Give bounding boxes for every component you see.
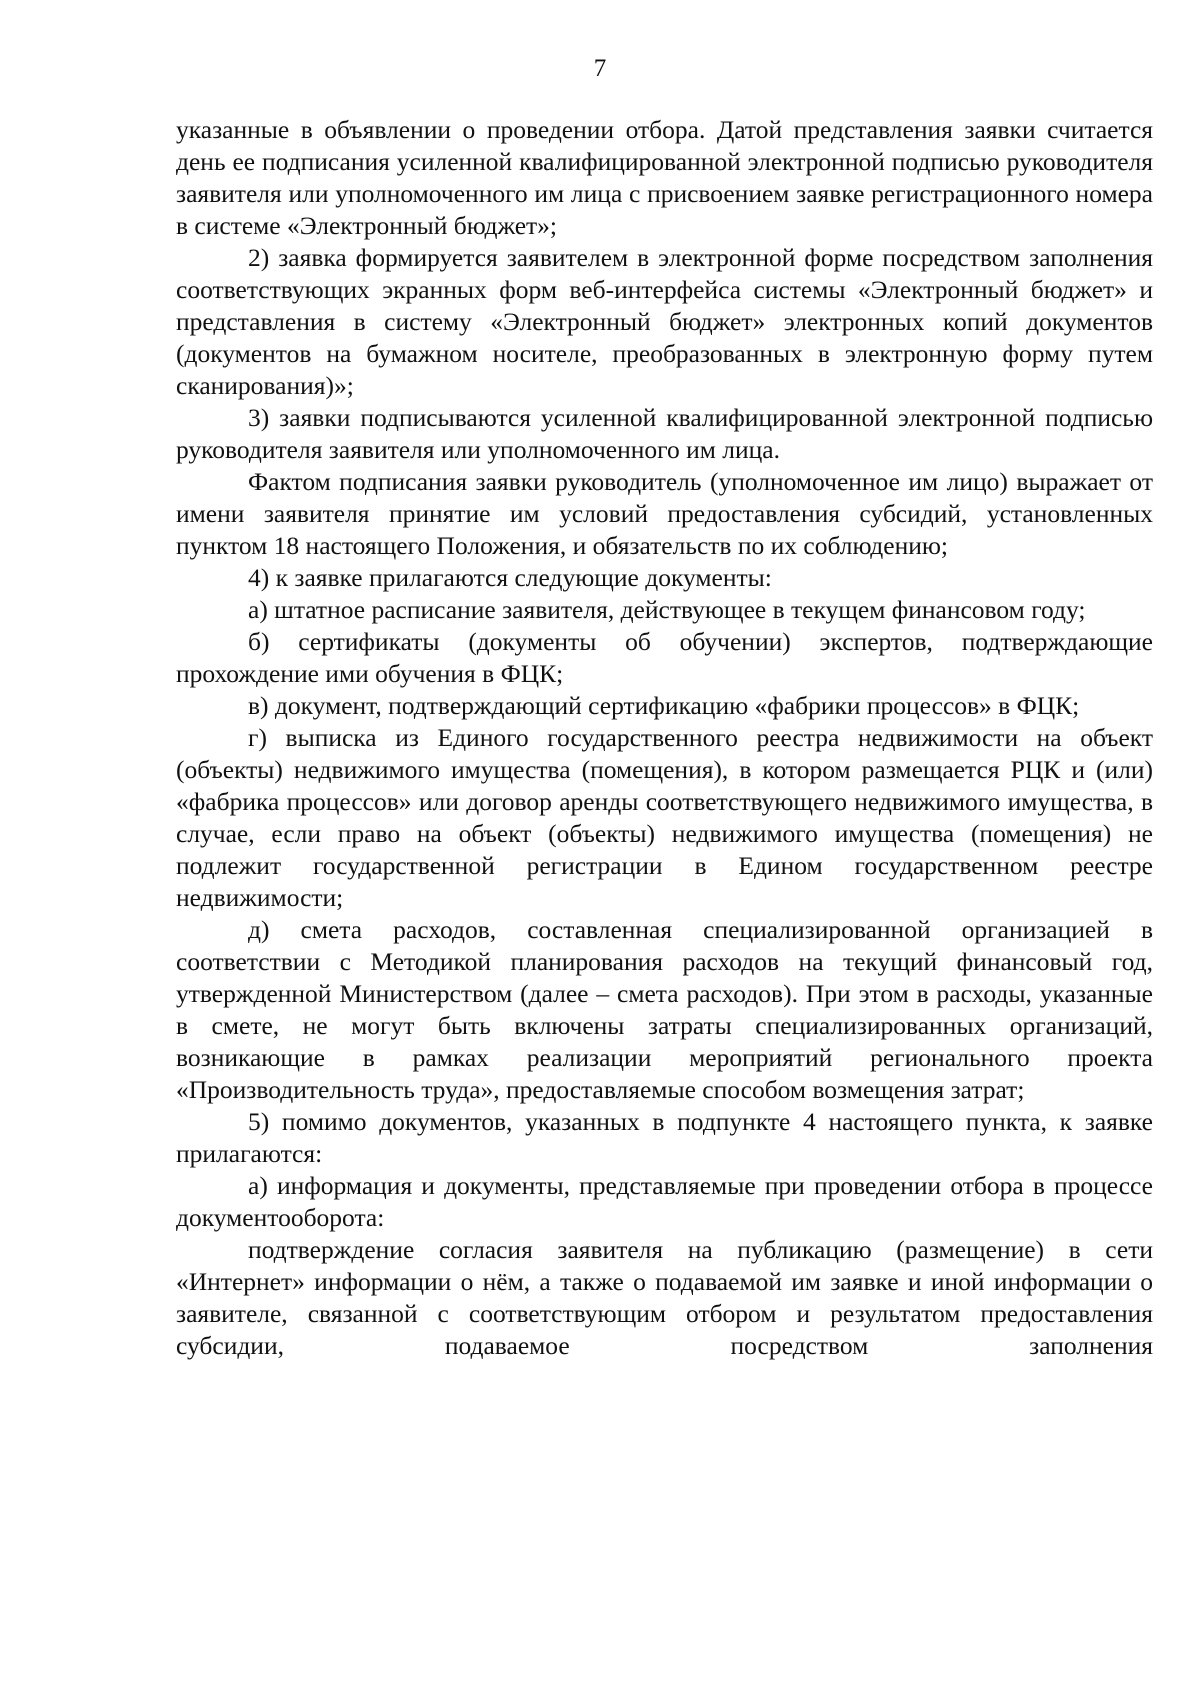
paragraph-item-3: 3) заявки подписываются усиленной квалифицированной электронной подписью руководителя заявителя или уполномоченного им лица. [176,403,1153,464]
paragraph-item-4: 4) к заявке прилагаются следующие документы: [248,563,772,592]
paragraph-consent: подтверждение согласия заявителя на публикацию (размещение) в сети «Интернет» информации о нём, а также о подаваемой им заявке и иной информации о заявителе, связанной с соответствующим отбором и результатом предоставления субсидии, подаваемое посредством заполнения [176,1235,1153,1360]
paragraph-item-2: 2) заявка формируется заявителем в электронной форме посредством заполнения соответствующих экранных форм веб-интерфейса системы «Электронный бюджет» и представления в систему «Электронный бюджет» электронных копий документов (документов на бумажном носителе, преобразованных в электронную форму путем сканирования)»; [176,243,1153,400]
paragraph-item-4v: в) документ, подтверждающий сертификацию «фабрики процессов» в ФЦК; [248,691,1080,720]
document-body [176,114,1153,1362]
paragraph-signing-fact: Фактом подписания заявки руководитель (уполномоченное им лицо) выражает от имени заявителя принятие им условий предоставления субсидий, установленных пунктом 18 настоящего Положения, и обязательств по их соблюдению; [176,467,1153,560]
paragraph-item-4g: г) выписка из Единого государственного реестра недвижимости на объект (объекты) недвижимого имущества (помещения), в котором размещается РЦК и (или) «фабрика процессов» или договор аренды соответствующего недвижимого имущества, в случае, если право на объект (объекты) недвижимого имущества (помещения) не подлежит государственной регистрации в Едином государственном реестре недвижимости; [176,723,1153,912]
paragraph-continuation: указанные в объявлении о проведении отбора. Датой представления заявки считается день ее подписания усиленной квалифицированной электронной подписью руководителя заявителя или уполномоченного им лица с присвоением заявке регистрационного номера в системе «Электронный бюджет»; [176,115,1153,240]
paragraph-item-4b: б) сертификаты (документы об обучении) экспертов, подтверждающие прохождение ими обучения в ФЦК; [176,627,1153,688]
paragraph-item-5: 5) помимо документов, указанных в подпункте 4 настоящего пункта, к заявке прилагаются: [176,1107,1153,1168]
paragraph-item-5a: а) информация и документы, представляемые при проведении отбора в процессе документооборота: [176,1171,1153,1232]
paragraph-item-4d: д) смета расходов, составленная специализированной организацией в соответствии с Методикой планирования расходов на текущий финансовый год, утвержденной Министерством (далее – смета расходов). При этом в расходы, указанные в смете, не могут быть включены затраты специализированных организаций, возникающие в рамках реализации мероприятий регионального проекта «Производительность труда», предоставляемые способом возмещения затрат; [176,915,1153,1104]
paragraph-item-4a: а) штатное расписание заявителя, действующее в текущем финансовом году; [248,595,1086,624]
page-number: 7 [593,55,607,82]
